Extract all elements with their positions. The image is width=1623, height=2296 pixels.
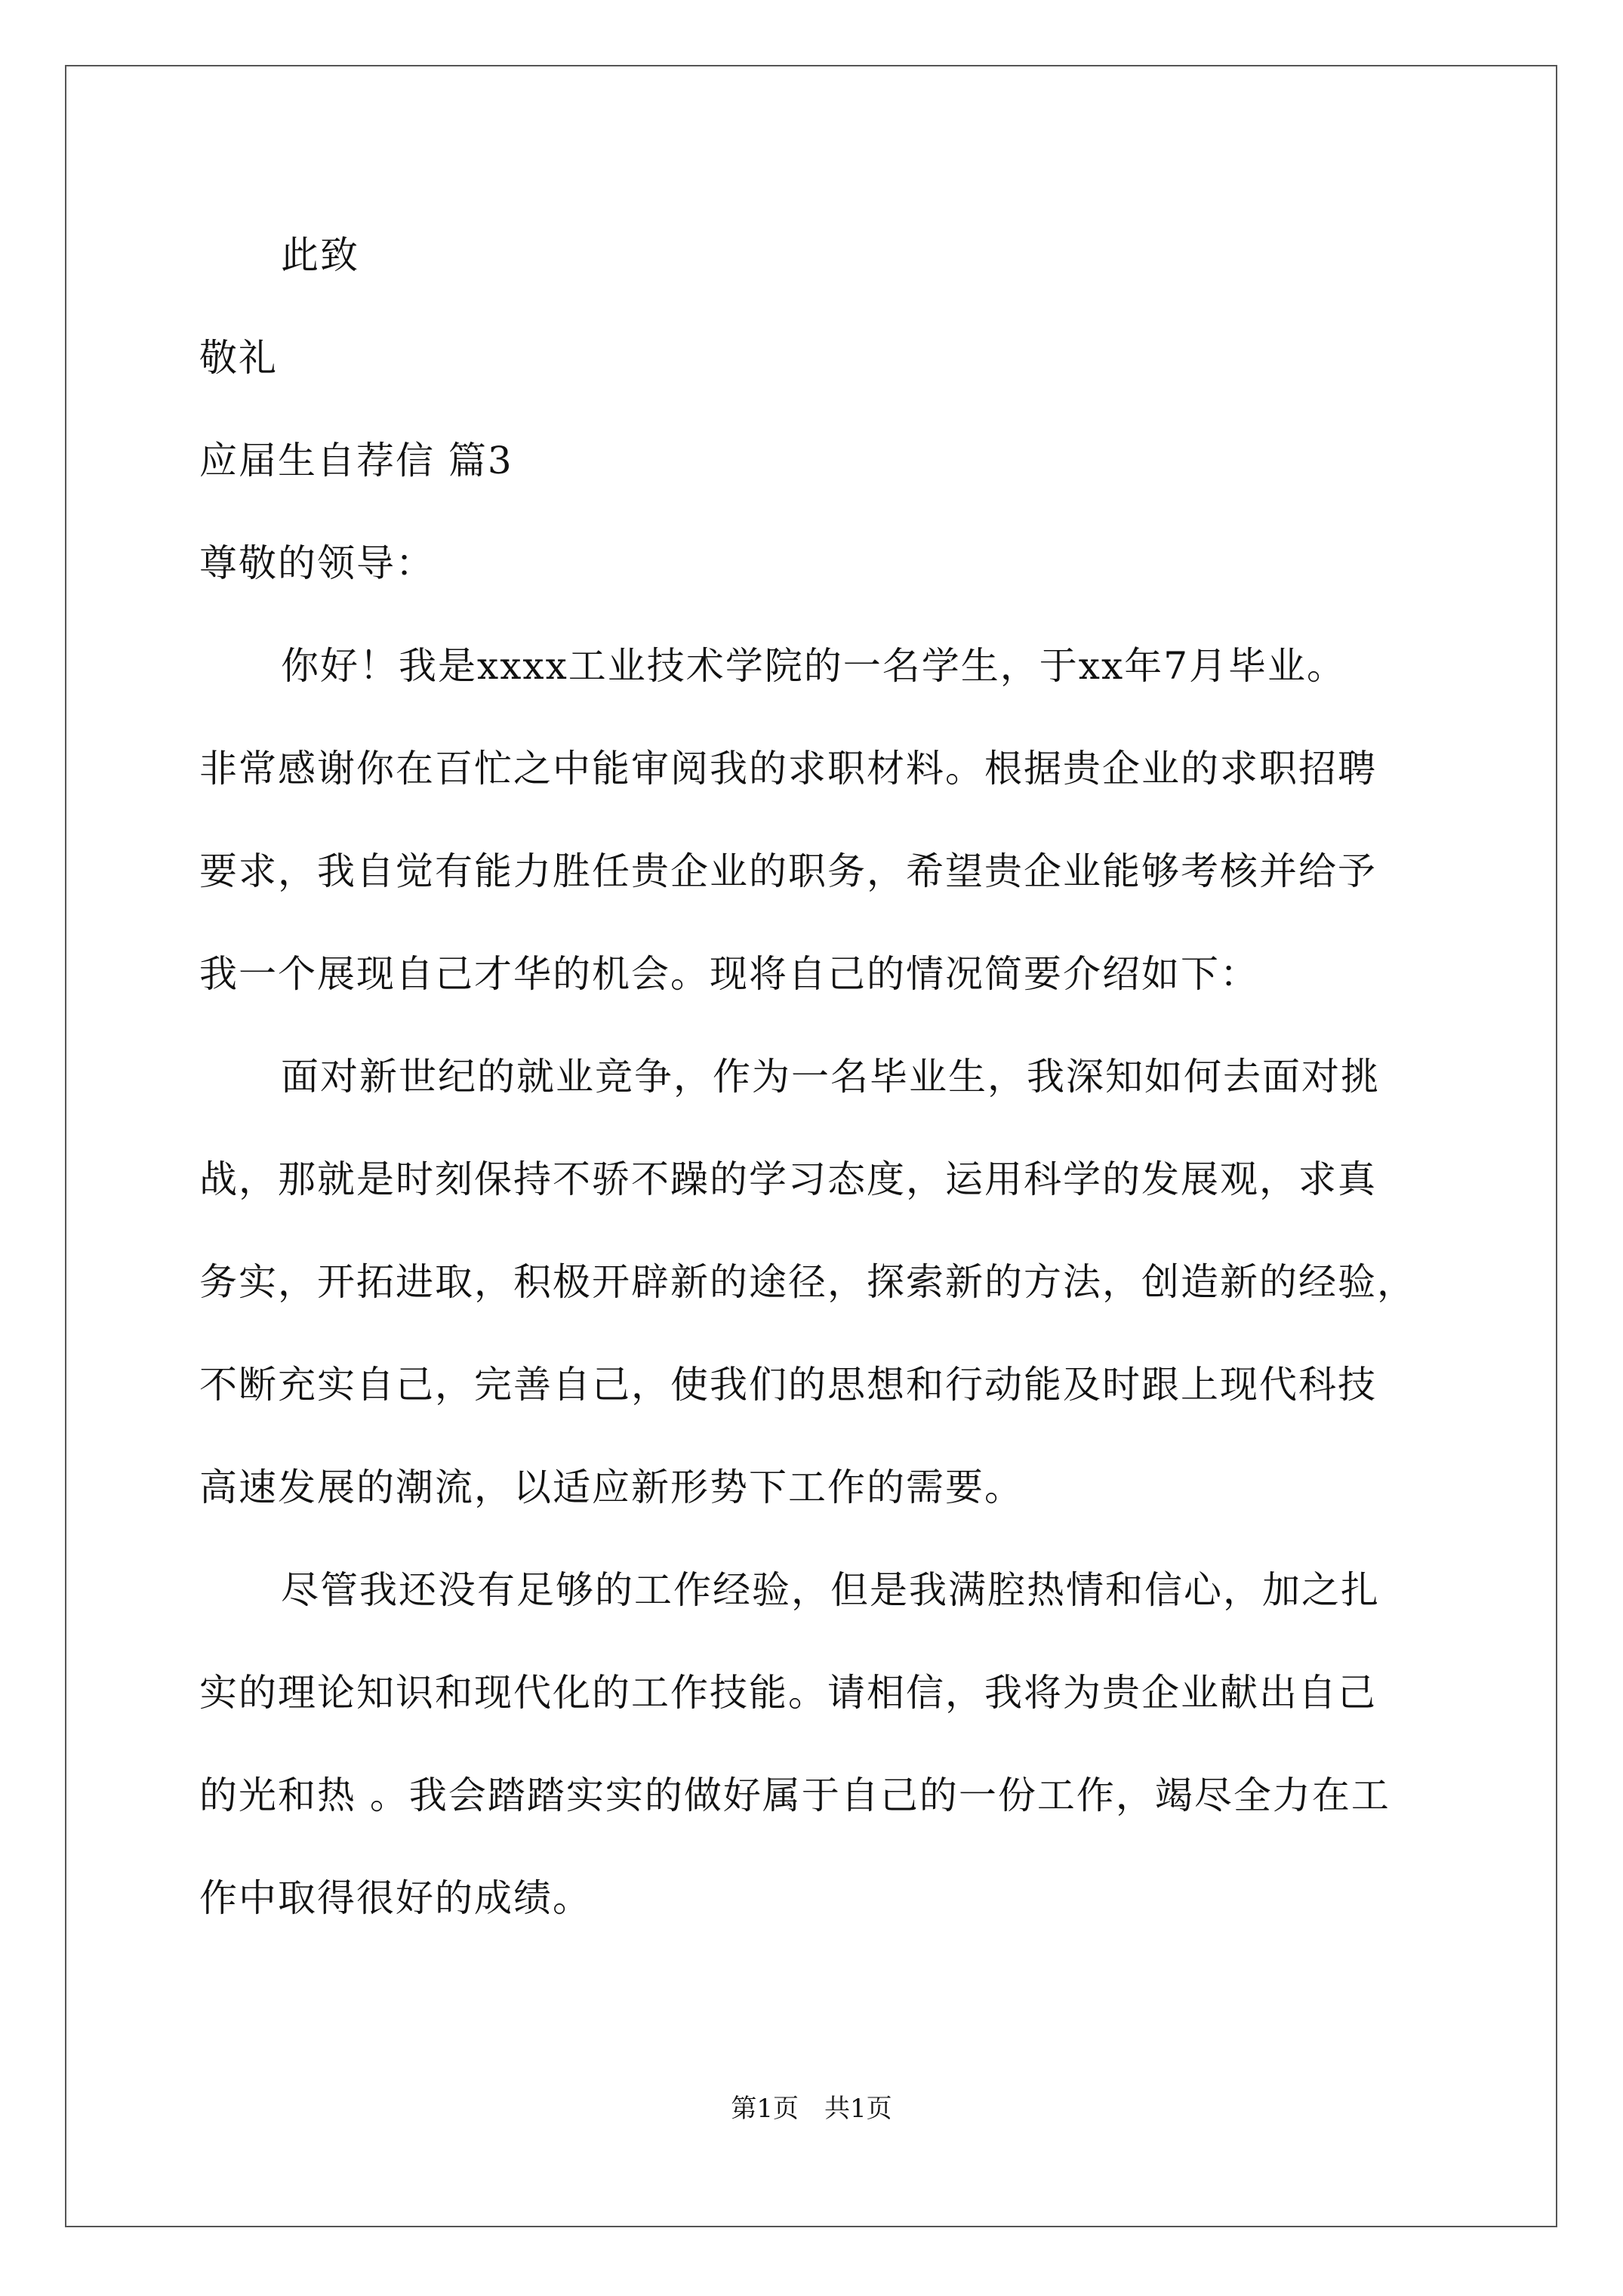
paragraph-3-line-3: 的光和热 。我会踏踏实实的做好属于自己的一份工作，竭尽全力在工 xyxy=(199,1774,1390,1817)
section-title: 应届生自荐信 篇3 xyxy=(199,439,513,482)
paragraph-1-line-2: 非常感谢你在百忙之中能审阅我的求职材料。根据贵企业的求职招聘 xyxy=(199,747,1377,791)
page-number-footer: 第1页 共1页 xyxy=(731,2094,892,2124)
paragraph-2-line-5: 高速发展的潮流，以适应新形势下工作的需要。 xyxy=(199,1465,1024,1509)
paragraph-3-line-1: 尽管我还没有足够的工作经验，但是我满腔热情和信心，加之扎 xyxy=(281,1568,1380,1612)
paragraph-2-line-3: 务实，开拓进取，积极开辟新的途径，探索新的方法，创造新的经验， xyxy=(199,1260,1416,1304)
paragraph-2-line-1: 面对新世纪的就业竞争，作为一名毕业生，我深知如何去面对挑 xyxy=(281,1055,1380,1099)
letter-body xyxy=(199,204,1483,1949)
paragraph-2-line-2: 战，那就是时刻保持不骄不躁的学习态度，运用科学的发展观，求真 xyxy=(199,1157,1377,1201)
salutation-regards: 敬礼 xyxy=(199,336,278,380)
paragraph-3-line-4: 作中取得很好的成绩。 xyxy=(199,1876,592,1920)
paragraph-3-line-2: 实的理论知识和现代化的工作技能。请相信，我将为贵企业献出自己 xyxy=(199,1671,1377,1715)
paragraph-1-line-3: 要求，我自觉有能力胜任贵企业的职务，希望贵企业能够考核并给予 xyxy=(199,849,1377,893)
paragraph-2-line-4: 不断充实自己，完善自己，使我们的思想和行动能及时跟上现代科技 xyxy=(199,1363,1377,1407)
greeting-line: 尊敬的领导： xyxy=(199,541,435,585)
closing-line: 此致 xyxy=(281,233,359,277)
paragraph-1-line-1: 你好！我是xxxx工业技术学院的一名学生，于xx年7月毕业。 xyxy=(281,644,1346,688)
paragraph-1-line-4: 我一个展现自己才华的机会。现将自己的情况简要介绍如下： xyxy=(199,952,1259,996)
